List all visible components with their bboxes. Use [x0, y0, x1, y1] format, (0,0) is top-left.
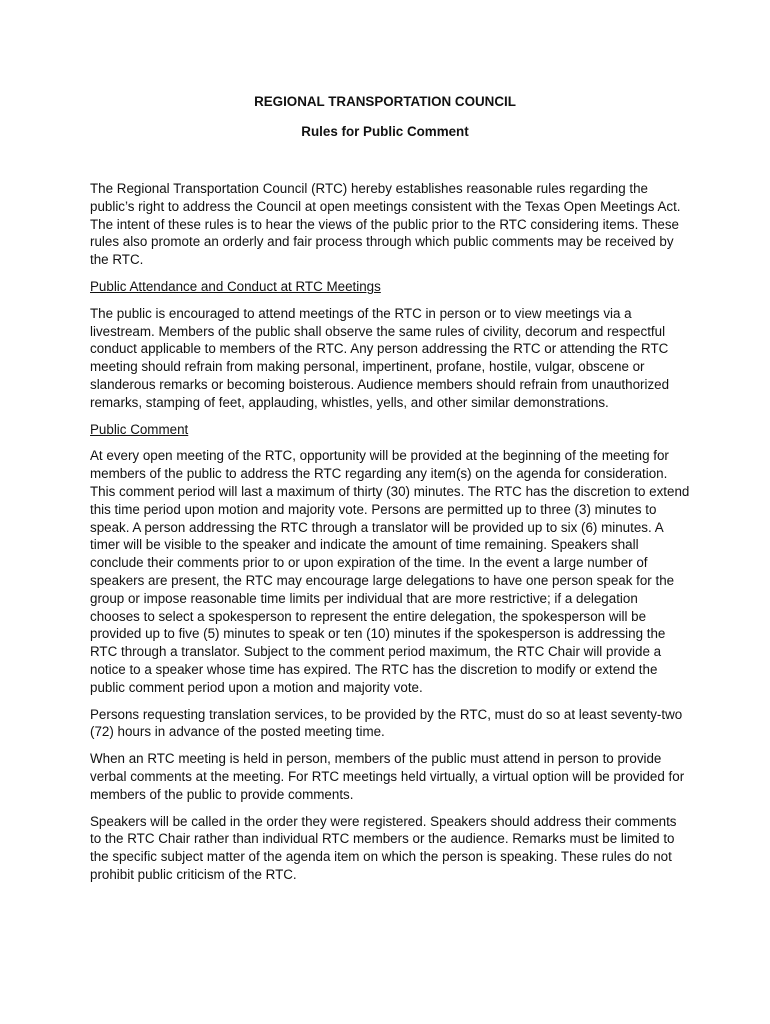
- document-body: [90, 180, 690, 893]
- translation-paragraph: Persons requesting translation services, to be provided by the RTC, must do so at least seventy-two (72) hours in advance of the posted meeting time.: [90, 706, 683, 740]
- intro-paragraph: The Regional Transportation Council (RTC) hereby establishes reasonable rules regarding the public’s right to address the Council at open meetings consistent with the Texas Open Meetings Act. The intent of these rules is to hear the views of the public prior to the RTC considering items. These rules also promote an orderly and fair process through which public comments may be received by the RTC.: [90, 181, 681, 268]
- public-comment-paragraph: At every open meeting of the RTC, opportunity will be provided at the beginning of the meeting for members of the public to address the RTC regarding any item(s) on the agenda for consideration. This comment period will last a maximum of thirty (30) minutes. The RTC has the discretion to extend this time period upon motion and majority vote. Persons are permitted up to three (3) minutes to speak. A person addressing the RTC through a translator will be provided up to six (6) minutes. A timer will be visible to the speaker and indicate the amount of time remaining. Speakers shall conclude their comments prior to or upon expiration of the time. In the event a large number of speakers are present, the RTC may encourage large delegations to have one person speak for the group or impose reasonable time limits per individual that are more restrictive; if a delegation chooses to select a spokesperson to represent the entire delegation, the spokesperson will be provided up to five (5) minutes to speak or ten (10) minutes if the spokesperson is addressing the RTC through a translator. Subject to the comment period maximum, the RTC Chair will provide a notice to a speaker whose time has expired. The RTC has the discretion to modify or extend the public comment period upon a motion and majority vote.: [90, 448, 690, 695]
- document-title: REGIONAL TRANSPORTATION COUNCIL: [254, 94, 516, 109]
- section-heading-public-comment: Public Comment: [90, 421, 189, 437]
- in-person-paragraph: When an RTC meeting is held in person, members of the public must attend in person to provide verbal comments at the meeting. For RTC meetings held virtually, a virtual option will be provided for members of the public to provide comments.: [90, 751, 685, 802]
- document-subtitle: Rules for Public Comment: [301, 124, 469, 139]
- section-heading-attendance: Public Attendance and Conduct at RTC Meetings: [90, 278, 381, 294]
- attendance-paragraph: The public is encouraged to attend meetings of the RTC in person or to view meetings via a livestream. Members of the public shall observe the same rules of civility, decorum and respectful conduct applicable to members of the RTC. Any person addressing the RTC or attending the RTC meeting should refrain from making personal, impertinent, profane, hostile, vulgar, obscene or slanderous remarks or becoming boisterous. Audience members should refrain from unauthorized remarks, stamping of feet, applauding, whistles, yells, and other similar demonstrations.: [90, 305, 670, 410]
- speakers-paragraph: Speakers will be called in the order they were registered. Speakers should address their comments to the RTC Chair rather than individual RTC members or the audience. Remarks must be limited to the specific subject matter of the agenda item on which the person is speaking. These rules do not prohibit public criticism of the RTC.: [90, 813, 677, 882]
